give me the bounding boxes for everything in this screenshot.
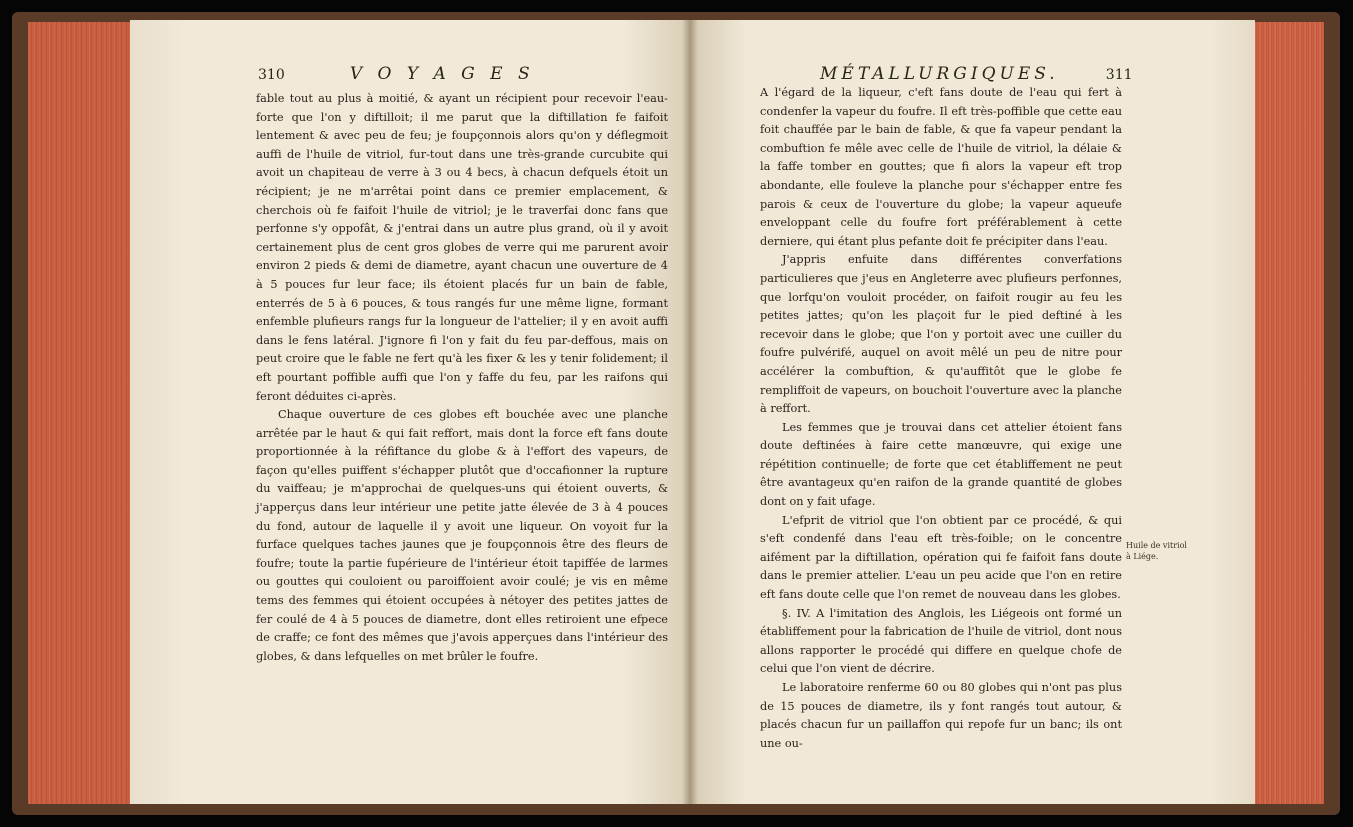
right-page-body: [760, 84, 1122, 753]
margin-note: Huile de vitriol à Liége.: [1126, 541, 1187, 561]
left-page-number: 310: [258, 67, 285, 83]
left-page-header: [258, 64, 535, 84]
right-paragraph-4: L'efprit de vitriol que l'on obtient par ce procédé, & qui s'eft condenfé dans l'eau eft très-foible; on le concentre aifément par la diftillation, opération qui fe faifoit fans doute dans le premier attelier. L'eau un peu acide que l'on en retire eft fans doute celle que l'on remet de nouveau dans les globes.: [760, 513, 1122, 602]
right-page-number: 311: [1105, 67, 1133, 83]
left-page-body: [256, 90, 668, 666]
right-paragraph-6: Le laboratoire renferme 60 ou 80 globes qui n'ont pas plus de 15 pouces de diametre, ils y font rangés tout autour, & placés chacun fur un paillaffon qui repofe fur un banc; ils ont une ou-: [760, 681, 1122, 750]
right-page-header: [820, 64, 1133, 84]
left-running-head: V O Y A G E S: [349, 64, 535, 84]
left-page-edges: [28, 22, 140, 804]
left-paragraph-1: fable tout au plus à moitié, & ayant un récipient pour recevoir l'eau-forte que l'on y diftilloit; il me parut que la diftillation fe faifoit lentement & avec peu de feu; je foupçonnois alors qu'on y déflegmoit auffi de l'huile de vitriol, fur-tout dans une très-grande curcubite qui avoit un chapiteau de verre à 3 ou 4 becs, à chacun defquels étoit un récipient; je ne m'arrêtai point dans ce premier emplacement, & cherchois où fe faifoit l'huile de vitriol; je le traverfai donc fans que perfonne s'y oppofât, & j'entrai dans un autre plus grand, où il y avoit certainement plus de cent gros globes de verre qui me parurent avoir environ 2 pieds & demi de diametre, ayant chacun une ouverture de 4 à 5 pouces fur leur face; ils étoient placés fur un bain de fable, enterrés de 5 à 6 pouces, & tous rangés fur une même ligne, formant enfemble plufieurs rangs fur la longueur de l'attelier; il y en avoit auffi dans le fens latéral. J'ignore fi l'on y fait du feu par-deffous, mais on peut croire que le fable ne fert qu'à les fixer & les y tenir folidement; il eft pourtant poffible auffi que l'on y faffe du feu, par les raifons qui feront déduites ci-après.: [256, 92, 668, 403]
right-paragraph-1: A l'égard de la liqueur, c'eft fans doute de l'eau qui fert à condenfer la vapeur du foufre. Il eft très-poffible que cette eau foit chauffée par le bain de fable, & que fa vapeur pendant la combuftion fe mêle avec celle de l'huile de vitriol, la délaie & la faffe tomber en gouttes; que fi alors la vapeur eft trop abondante, elle fouleve la planche pour s'échapper entre fes parois & ceux de l'ouverture du globe; la vapeur aqueufe enveloppant celle du foufre fort préférablement à cette derniere, qui étant plus pefante doit fe précipiter dans l'eau.: [760, 86, 1122, 248]
book-gutter: [682, 20, 698, 804]
right-running-head: MÉTALLURGIQUES.: [820, 64, 1059, 84]
left-paragraph-2: Chaque ouverture de ces globes eft bouchée avec une planche arrêtée par le haut & qui fait reffort, mais dont la force eft fans doute proportionnée à la réfiftance du globe & à l'effort des vapeurs, de façon qu'elles puiffent s'échapper plutôt que d'occafionner la rupture du vaiffeau; je m'approchai de quelques-uns qui étoient ouverts, & j'apperçus dans leur intérieur une petite jatte élevée de 3 à 4 pouces du fond, autour de laquelle il y avoit une liqueur. On voyoit fur la furface quelques taches jaunes que je foupçonnois être des fleurs de foufre; toute la partie fupérieure de l'intérieur étoit tapiffée de larmes ou gouttes qui couloient ou paroiffoient avoir coulé; je vis en même tems des femmes qui étoient occupées à nétoyer des petites jattes de fer coulé de 4 à 5 pouces de diametre, dont elles retiroient une efpece de craffe; ce font des mêmes que j'avois apperçues dans l'intérieur des globes, & dans lefquelles on met brûler le foufre.: [256, 408, 668, 663]
right-paragraph-2: J'appris enfuite dans différentes converfations particulieres que j'eus en Angleterre avec plufieurs perfonnes, que lorfqu'on vouloit procéder, on faifoit rougir au feu les petites jattes; qu'on les plaçoit fur le pied deftiné à les recevoir dans le globe; que l'on y portoit avec une cuiller du foufre pulvérifé, auquel on avoit mêlé un peu de nitre pour accélérer la combuftion, & qu'auffitôt que le globe fe rempliffoit de vapeurs, on bouchoit l'ouverture avec la planche à reffort.: [760, 253, 1122, 416]
right-page-edges: [1252, 22, 1324, 804]
right-paragraph-5: §. IV. A l'imitation des Anglois, les Liégeois ont formé un établiffement pour la fabrication de l'huile de vitriol, dont nous allons rapporter le procédé qui differe en quelque chofe de celui que l'on vient de décrire.: [760, 606, 1122, 676]
right-paragraph-3: Les femmes que je trouvai dans cet attelier étoient fans doute deftinées à faire cette manœuvre, qui exige une répétition continuelle; de forte que cet établiffement ne peut être avantageux qu'en raifon de la grande quantité de globes dont on y fait ufage.: [760, 420, 1122, 509]
